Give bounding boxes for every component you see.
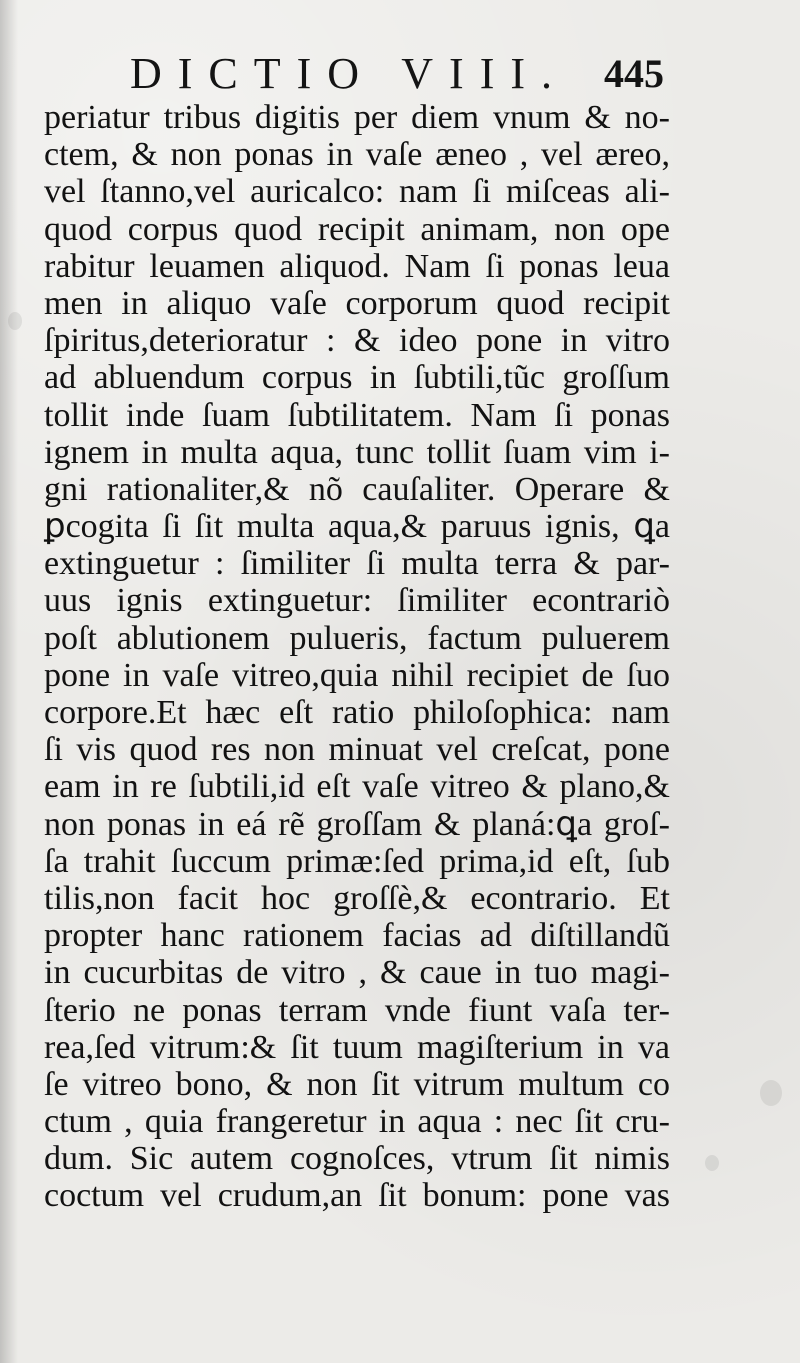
text-line: vel ſtanno,vel auricalco: nam ſi miſceas ali-	[44, 173, 670, 211]
paper-stain	[760, 1080, 782, 1106]
body-text	[44, 99, 670, 1215]
text-line: pone in vaſe vitreo,quia nihil recipiet de ſuo	[44, 656, 670, 694]
text-line: corpore.Et hæc eſt ratio philoſophica: nam	[44, 694, 670, 731]
text-line: periatur tribus digitis per diem vnum & no-	[44, 99, 670, 136]
text-line: tollit inde ſuam ſubtilitatem. Nam ſi ponas	[44, 396, 670, 434]
text-line: poſt ablutionem pulueris, factum puluerem	[44, 619, 670, 657]
text-line: ignem in multa aqua, tunc tollit ſuam vim i-	[44, 433, 670, 471]
text-line: dum. Sic autem cognoſces, vtrum ſit nimis	[44, 1140, 670, 1178]
text-line: ad abluendum corpus in ſubtili,tũc groſſum	[44, 359, 670, 397]
text-line: gni rationaliter,& nõ cauſaliter. Operare &	[44, 470, 670, 508]
text-line: men in aliquo vaſe corporum quod recipit	[44, 284, 670, 322]
text-line: eam in re ſubtili,id eſt vaſe vitreo & plano,&	[44, 768, 670, 806]
running-head: DICTIO VIII.	[130, 49, 569, 98]
text-line: quod corpus quod recipit animam, non ope	[44, 210, 670, 248]
text-line: ſi vis quod res non minuat vel creſcat, pone	[44, 731, 670, 769]
text-line: propter hanc rationem facias ad diſtillandũ	[44, 917, 670, 955]
text-line: non ponas in eá rẽ groſſam & planá:ꝗa groſ-	[44, 805, 670, 843]
text-line: ſpiritus,deterioratur : & ideo pone in vitro	[44, 322, 670, 360]
paper-stain	[8, 312, 22, 330]
page-number: 445	[604, 51, 664, 96]
page-header	[0, 44, 800, 104]
text-line: ſe vitreo bono, & non ſit vitrum multum co	[44, 1065, 670, 1103]
paper-stain	[705, 1155, 719, 1171]
text-line: extinguetur : ſimiliter ſi multa terra & par-	[44, 545, 670, 583]
text-line: ſa trahit ſuccum primæ:ſed prima,id eſt, ſub	[44, 842, 670, 880]
text-line: uus ignis extinguetur: ſimiliter econtrariò	[44, 582, 670, 620]
text-line: rabitur leuamen aliquod. Nam ſi ponas leua	[44, 247, 670, 285]
text-line: ctum , quia frangeretur in aqua : nec ſit cru-	[44, 1103, 670, 1141]
text-line: ꝑcogita ſi ſit multa aqua,& paruus ignis, ꝗa	[44, 508, 670, 546]
text-line: tilis,non facit hoc groſſè,& econtrario. Et	[44, 879, 670, 917]
text-line: ctem, & non ponas in vaſe æneo , vel æreo,	[44, 136, 670, 174]
text-line: coctum vel crudum,an ſit bonum: pone vas	[44, 1177, 670, 1215]
text-line: ſterio ne ponas terram vnde fiunt vaſa ter-	[44, 991, 670, 1029]
text-line: rea,ſed vitrum:& ſit tuum magiſterium in va	[44, 1028, 670, 1066]
text-line: in cucurbitas de vitro , & caue in tuo magi-	[44, 954, 670, 992]
gutter-shadow	[0, 0, 18, 1363]
